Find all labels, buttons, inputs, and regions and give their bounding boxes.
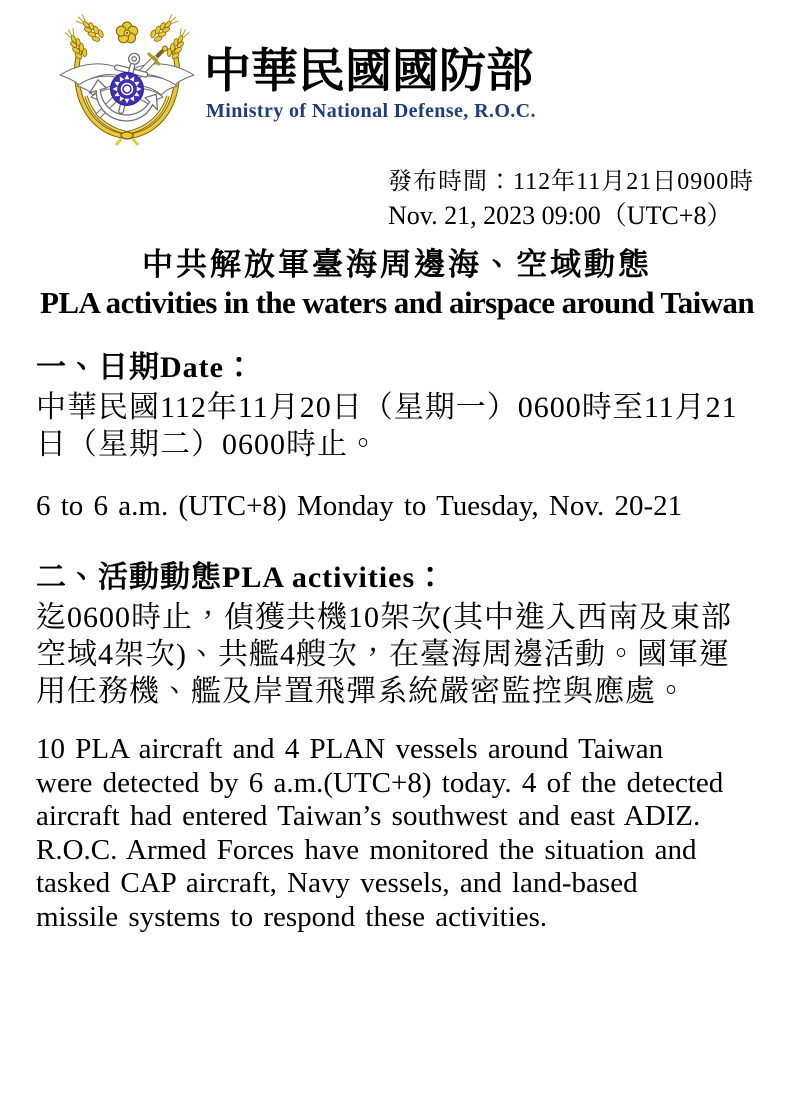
org-name-zh: 中華民國國防部 <box>204 46 533 98</box>
section-activities-body-zh: 迄0600時止，偵獲共機10架次(其中進入西南及東部 空域4架次)、共艦4艘次，在臺海周邊活動。國軍運 用任務機、艦及岸置飛彈系統嚴密監控與應處。 <box>36 601 732 708</box>
section-date-body-en: 6 to 6 a.m. (UTC+8) Monday to Tuesday, Nov. 20-21 <box>36 490 683 522</box>
release-time-block <box>388 166 754 233</box>
document-body <box>36 349 772 934</box>
section-activities-body-en: 10 PLA aircraft and 4 PLAN vessels around Taiwan were detected by 6 a.m.(UTC+8) today. 4 of the detected aircraft had entered Taiwan’s southwest and east ADIZ. R.O.C. Armed Forces have monitored the situation and tasked CAP aircraft, Navy vessels, and land-based missile systems to respond these activities. <box>36 733 724 933</box>
plum-blossom-icon <box>116 22 137 43</box>
document-title-zh: 中共解放軍臺海周邊海、空域動態 <box>142 247 652 282</box>
section-activities-heading: 二、活動動態PLA activities： <box>36 561 447 594</box>
release-time-zh: 發布時間：112年11月21日0900時 <box>388 169 755 195</box>
document-title <box>0 246 794 321</box>
mnd-emblem-icon <box>52 14 202 148</box>
sun-disc-icon <box>111 73 144 106</box>
section-date-heading: 一、日期Date： <box>36 351 255 384</box>
section-date-body-zh: 中華民國112年11月20日（星期一）0600時至11月21 日（星期二）0600時止。 <box>36 391 738 461</box>
org-name-en: Ministry of National Defense, R.O.C. <box>206 100 536 122</box>
document-title-en: PLA activities in the waters and airspace around Taiwan <box>40 285 754 320</box>
release-time-en: Nov. 21, 2023 09:00（UTC+8） <box>388 201 733 230</box>
